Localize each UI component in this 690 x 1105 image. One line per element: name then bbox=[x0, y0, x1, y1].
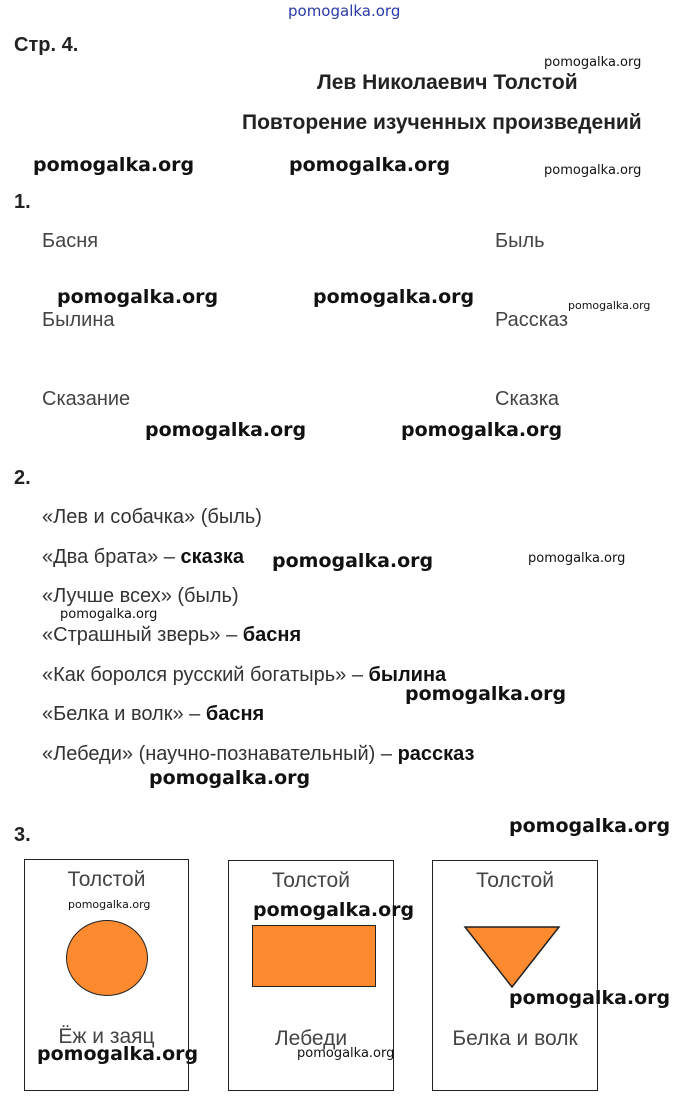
watermark: pomogalka.org bbox=[509, 987, 671, 1009]
watermark: pomogalka.org bbox=[405, 683, 567, 705]
watermark: pomogalka.org bbox=[149, 767, 311, 789]
genre-label: Былина bbox=[42, 309, 115, 331]
work-title: «Страшный зверь» bbox=[42, 624, 221, 646]
card-author: Толстой bbox=[476, 869, 554, 892]
list-item bbox=[42, 664, 446, 687]
watermark: pomogalka.org bbox=[145, 419, 307, 441]
page-number: Стр. 4. bbox=[14, 34, 79, 56]
work-title: «Два брата» bbox=[42, 546, 159, 568]
watermark: pomogalka.org bbox=[68, 898, 151, 911]
watermark: pomogalka.org bbox=[297, 1046, 395, 1061]
card-title: Белка и волк bbox=[452, 1027, 578, 1050]
list-item bbox=[42, 506, 262, 529]
list-item bbox=[42, 624, 301, 647]
list-item bbox=[42, 585, 239, 608]
watermark: pomogalka.org bbox=[401, 419, 563, 441]
card-author: Толстой bbox=[67, 868, 146, 891]
work-genre: басня bbox=[242, 624, 302, 646]
genre-label: Сказка bbox=[495, 388, 560, 410]
list-item bbox=[42, 703, 264, 726]
rectangle-shape bbox=[252, 925, 376, 987]
dash: – bbox=[346, 664, 369, 686]
genre-label: Сказание bbox=[42, 388, 131, 410]
section-subtitle: Повторение изученных произведений bbox=[242, 111, 642, 134]
work-genre: былина bbox=[368, 664, 447, 686]
watermark: pomogalka.org bbox=[568, 299, 651, 312]
watermark: pomogalka.org bbox=[528, 551, 626, 566]
circle-shape bbox=[66, 920, 148, 996]
card-title: Ёж и заяц bbox=[58, 1025, 155, 1048]
watermark: pomogalka.org bbox=[253, 899, 415, 921]
watermark: pomogalka.org bbox=[289, 154, 451, 176]
top-watermark: pomogalka.org bbox=[288, 2, 401, 20]
watermark: pomogalka.org bbox=[313, 286, 475, 308]
triangle-shape bbox=[463, 925, 561, 989]
card-title: Лебеди bbox=[274, 1027, 348, 1050]
work-title: «Лев и собачка» (быль) bbox=[42, 506, 262, 528]
task-number: 1. bbox=[14, 191, 31, 213]
watermark: pomogalka.org bbox=[57, 286, 219, 308]
book-card bbox=[432, 860, 598, 1091]
genre-label: Рассказ bbox=[495, 309, 569, 331]
card-author: Толстой bbox=[272, 869, 350, 892]
list-item bbox=[42, 546, 244, 569]
work-genre: рассказ bbox=[397, 743, 475, 765]
work-title: «Лучше всех» (быль) bbox=[42, 585, 239, 607]
dash: – bbox=[158, 546, 181, 568]
work-title: «Белка и волк» bbox=[42, 703, 184, 725]
list-item bbox=[42, 743, 474, 766]
work-genre: сказка bbox=[180, 546, 245, 568]
dash: – bbox=[375, 743, 398, 765]
watermark: pomogalka.org bbox=[33, 154, 195, 176]
dash: – bbox=[183, 703, 206, 725]
watermark: pomogalka.org bbox=[272, 550, 434, 572]
genre-label: Басня bbox=[42, 230, 99, 252]
work-genre: басня bbox=[205, 703, 265, 725]
dash: – bbox=[220, 624, 243, 646]
watermark: pomogalka.org bbox=[509, 815, 671, 837]
task-number: 2. bbox=[14, 467, 31, 489]
watermark: pomogalka.org bbox=[60, 607, 158, 622]
work-title: «Как боролся русский богатырь» bbox=[42, 664, 347, 686]
task-number: 3. bbox=[14, 824, 31, 846]
genre-label: Быль bbox=[495, 230, 545, 252]
watermark: pomogalka.org bbox=[544, 163, 642, 178]
watermark: pomogalka.org bbox=[544, 55, 642, 70]
watermark: pomogalka.org bbox=[37, 1043, 199, 1065]
work-title: «Лебеди» (научно-познавательный) bbox=[42, 743, 376, 765]
author-heading: Лев Николаевич Толстой bbox=[317, 71, 578, 94]
